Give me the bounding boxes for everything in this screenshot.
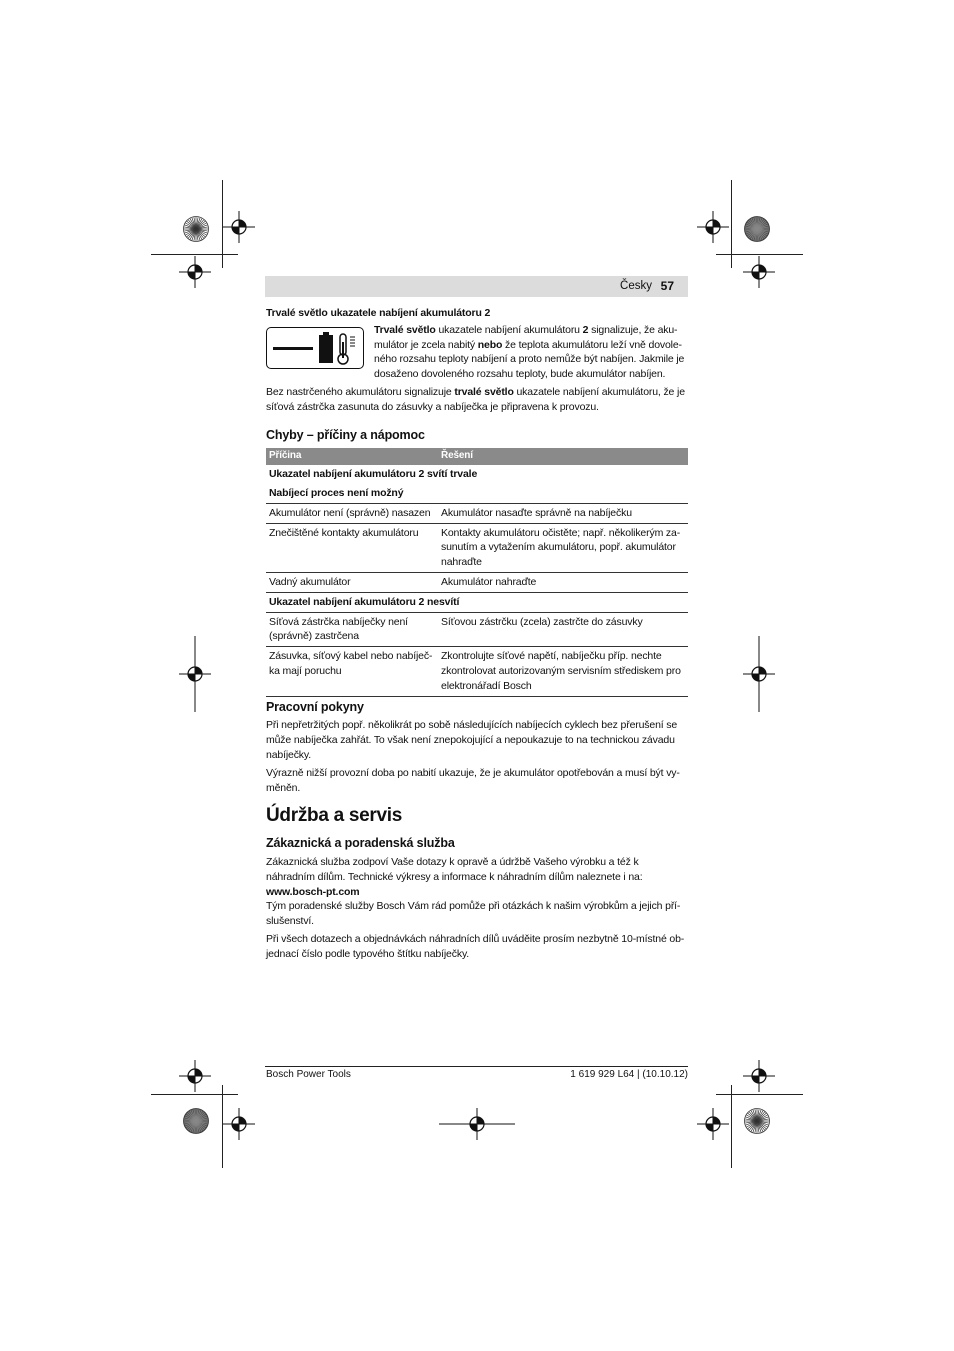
col-cause: Příčina — [266, 448, 438, 465]
crop-mark — [716, 254, 803, 255]
service-paragraph: Zákaznická služba zodpoví Vaše dotazy k opravě a údržbě Vašeho výrobku a též k náhradním dílům. Technické výkresy a informace k náhradním dílům naleznete i na: — [266, 855, 643, 883]
color-rosette-icon — [183, 1108, 209, 1134]
registration-crosshair-icon — [439, 1108, 515, 1140]
cause-cell: Zásuvka, síťový kabel nebo nabíječ-ka mají poruchu — [266, 647, 438, 696]
solution-cell: Síťovou zástrčku (zcela) zastrčte do zásuvky — [438, 612, 688, 647]
registration-crosshair-icon — [223, 1108, 255, 1140]
symbol-block — [266, 323, 688, 382]
status-description — [374, 323, 688, 382]
work-paragraph: Výrazně nižší provozní doba po nabití ukazuje, že je akumulátor opotřebován a musí být vy-měněn. — [266, 766, 680, 794]
bold-text: 2 — [582, 323, 589, 336]
footer-doc-number: 1 619 929 L64 | (10.10.12) — [570, 1069, 688, 1080]
battery-thermometer-svg — [267, 328, 363, 368]
col-solution: Řešení — [438, 448, 688, 465]
text: ukazatele nabíjení akumulátoru — [435, 323, 583, 336]
service-url[interactable]: www.bosch-pt.com — [266, 885, 360, 898]
text: signalizuje, že aku-mulátor je zcela nabitý — [374, 323, 678, 351]
registration-crosshair-icon — [179, 636, 211, 712]
table-group-row — [266, 465, 688, 484]
crop-mark — [151, 254, 238, 255]
header-language: Česky — [620, 280, 652, 292]
registration-crosshair-icon — [743, 636, 775, 712]
table-header-row — [266, 448, 688, 465]
color-rosette-icon — [744, 1108, 770, 1134]
table-group-row — [266, 592, 688, 612]
registration-crosshair-icon — [743, 1060, 775, 1092]
registration-crosshair-icon — [697, 211, 729, 243]
section-subtitle: Trvalé světlo ukazatele nabíjení akumulátoru 2 — [266, 307, 491, 319]
cause-cell: Znečištěné kontakty akumulátoru — [266, 523, 438, 572]
crop-mark — [731, 1085, 732, 1168]
page-header — [265, 276, 688, 297]
color-rosette-icon — [183, 216, 209, 242]
errors-table — [266, 448, 688, 696]
footer-publisher: Bosch Power Tools — [266, 1069, 351, 1080]
registration-crosshair-icon — [743, 256, 775, 288]
cause-cell: Akumulátor není (správně) nasazen — [266, 503, 438, 523]
work-paragraph: Při nepřetržitých popř. několikrát po sobě následujících nabíjecích cyklech bez přerušení se může nabíječka zahřát. To však není znepokojující a nepoukazuje to na technickou závadu nabíječky. — [266, 719, 678, 761]
text: Bez nastrčeného akumulátoru signalizuje — [266, 385, 455, 398]
footer-divider — [265, 1066, 688, 1067]
service-paragraph: Tým poradenské služby Bosch Vám rád pomůže při otázkách k našim výrobkům a jejich pří-slušenství. — [266, 900, 681, 928]
group-label: Nabíjecí proces není možný — [266, 484, 688, 503]
table-row — [266, 572, 688, 592]
crop-mark — [151, 1094, 238, 1095]
table-row — [266, 503, 688, 523]
solution-cell: Akumulátor nahraďte — [438, 572, 688, 592]
color-rosette-icon — [744, 216, 770, 242]
table-group-row — [266, 484, 688, 503]
group-label: Ukazatel nabíjení akumulátoru 2 nesvítí — [266, 592, 688, 612]
page-content — [266, 306, 688, 961]
bold-text: trvalé světlo — [454, 385, 514, 398]
solution-cell: Kontakty akumulátoru očistěte; např. několikerým za-sunutím a vytažením akumulátoru, popř. akumulátor nahraďte — [438, 523, 688, 572]
table-row — [266, 523, 688, 572]
registration-crosshair-icon — [697, 1108, 729, 1140]
cause-cell: Vadný akumulátor — [266, 572, 438, 592]
maintenance-title: Údržba a servis — [266, 805, 402, 827]
battery-full-thermometer-icon — [266, 327, 364, 369]
bold-text: Trvalé světlo — [374, 323, 436, 336]
registration-crosshair-icon — [179, 1060, 211, 1092]
cause-cell: Síťová zástrčka nabíječky není (správně) zastrčena — [266, 612, 438, 647]
work-heading: Pracovní pokyny — [266, 699, 364, 714]
errors-heading: Chyby – příčiny a nápomoc — [266, 427, 425, 442]
solution-cell: Zkontrolujte síťové napětí, nabíječku příp. nechte zkontrolovat autorizovaným servisním střediskem pro elektronářadí Bosch — [438, 647, 688, 696]
text: ukazatele nabíjení akumulátoru, že je síťová zástrčka zasunuta do zásuvky a nabíječka je připravena k provozu. — [266, 385, 685, 413]
page-number: 57 — [660, 279, 674, 293]
text: že teplota akumulátoru leží vně dovole-ného rozsahu teploty nabíjení a proto nemůže být nabíjen. Jakmile je dosaženo dovoleného rozsahu teploty, bude akumulátor nabíjen. — [374, 338, 685, 381]
service-heading: Zákaznická a poradenská služba — [266, 836, 455, 851]
group-label: Ukazatel nabíjení akumulátoru 2 svítí trvale — [269, 468, 478, 481]
table-row — [266, 612, 688, 647]
no-battery-description — [266, 385, 688, 415]
bold-text: nebo — [477, 338, 503, 351]
solution-cell: Akumulátor nasaďte správně na nabíječku — [438, 503, 688, 523]
crop-mark — [716, 1094, 803, 1095]
table-row — [266, 647, 688, 696]
service-paragraph: Při všech dotazech a objednávkách náhradních dílů uváděite prosím nezbytně 10-místné ob-jednací číslo podle typového štítku nabíječky. — [266, 932, 685, 960]
registration-crosshair-icon — [223, 211, 255, 243]
registration-crosshair-icon — [179, 256, 211, 288]
